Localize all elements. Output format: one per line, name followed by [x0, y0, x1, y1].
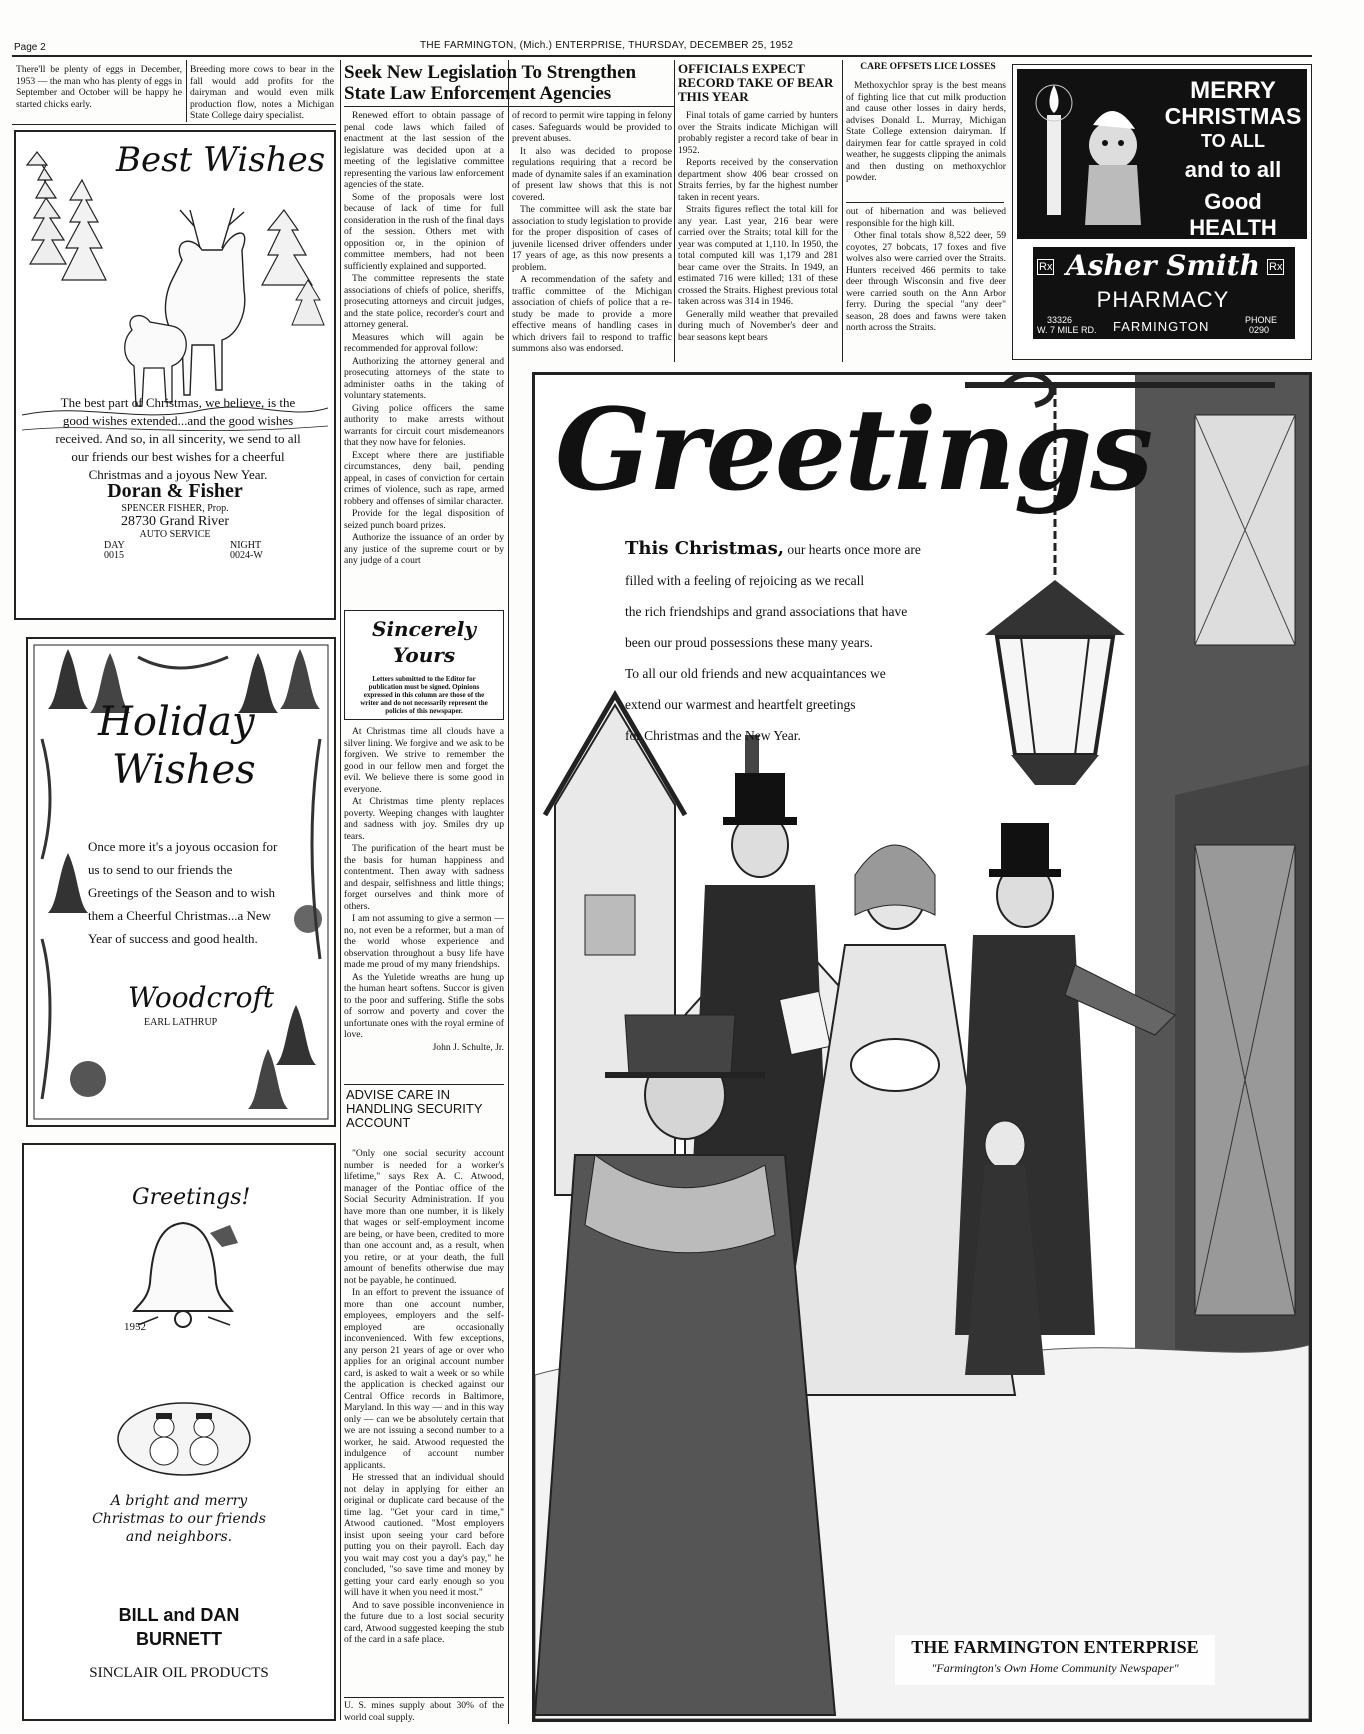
burnett-body-3: and neighbors.	[125, 1529, 233, 1545]
message-line: the rich friendships and grand associations that have	[625, 604, 908, 619]
doran-fisher-ad	[14, 130, 336, 620]
paragraph: Other final totals show 8,522 deer, 59 coyotes, 27 bobcats, 17 foxes and five wolves also were carried over the Straits. Hunters received 466 permits to take deer through Wisconsin and five deer were carried south on the Ann Arbor ferry. During the special "any deer" season, 28 does and fawns were taken north across the Straits.	[846, 230, 1006, 333]
paragraph: As the Yuletide wreaths are hung up the human heart softens. Succor is given to the poor and suffering. Stifle the sobs of sorrow and poverty and cover the unfortunate ones with the royal ermine of love.	[344, 971, 504, 1040]
yours-heading: Yours	[392, 643, 456, 667]
paragraph: Straits figures reflect the total kill for any year. Last year, 216 bear were carried over the Straits; total kill for the year was computed at 1,110. In 1950, the total computed kill was 1,179 and 281 bear came over the Straits. In 1949, an estimated 716 were killed; 131 of these crossed the Straits. Highest previous total taken across was 314 in 1946.	[678, 204, 838, 307]
woodcroft-body: Once more it's a joyous occasion for us to send to our friends the Greetings of the Season and to wish them a Cheerful Christmas...a New Year of success and good health.	[88, 839, 278, 946]
doran-business-name: Doran & Fisher	[107, 480, 243, 502]
lice-body	[846, 80, 1006, 185]
paragraph: The committee represents the state associations of chiefs of police, sheriffs, prosecuting attorneys and circuit judges, and the state police, recorder's court and attorney general.	[344, 273, 504, 330]
woodcroft-owner: EARL LATHRUP	[144, 1017, 218, 1028]
pharmacy-street-number: 33326	[1047, 315, 1073, 325]
paragraph: Measures which will again be recommended for approval follow:	[344, 331, 504, 354]
pharmacy-phone-label: PHONE	[1245, 315, 1278, 325]
message-line: for Christmas and the New Year.	[625, 728, 801, 743]
pharmacy-phone: 0290	[1249, 325, 1270, 335]
cows-filler: Breeding more cows to bear in the fall would add profits for the dairyman and would even milk production flow, notes a Michigan State College dairy specialist.	[190, 64, 334, 121]
letters-note: Letters submitted to the Editor for publication must be signed. Opinions expressed in this column are those of the writer and do not necessarily represent the policies of this newspaper.	[360, 675, 488, 715]
message-line: To all our old friends and new acquaintances we	[625, 666, 886, 681]
paragraph: At Christmas time plenty replaces poverty. Weeping changes with laughter and sadness with joy. Smiles dry up tears.	[344, 796, 504, 842]
paragraph: Authorize the issuance of an order by any justice of the supreme court or by any judge of a court	[344, 532, 504, 566]
paragraph: Renewed effort to obtain passage of penal code laws which failed of enactment at the last session of the legislature was decided upon at a meeting of the legislative committee representing the various law enforcement agencies of the state.	[344, 110, 504, 190]
paragraph: Giving police officers the same authority to make arrests without warrants for circuit court misdemeanors that they now have for felonies.	[344, 402, 504, 448]
paragraph: Some of the proposals were lost because of lack of time for full consideration in the rush of the final days of the session. Others met with opposition or, in the opinion of committee members, had not been sufficiently explained and supported.	[344, 191, 504, 272]
doran-address: 28730 Grand River	[120, 514, 230, 529]
asher-smith-logo: Asher Smith	[1066, 249, 1260, 282]
paragraph: "Only one social security account number is needed for a worker's lifetime," says Rex A. C. Atwood, manager of the Pontiac office of the Social Security Administration. If you have more than one number, it is likely that wages or self-employment income are being, or have been, credited to more than one account and, as a result, when you retire, or at your death, the full amount of benefits otherwise due may not be payable, he continued.	[344, 1148, 504, 1286]
doran-proprietor: SPENCER FISHER, Prop.	[121, 503, 229, 514]
page-number: Page 2	[14, 42, 46, 53]
doran-night-phone: 0024-W	[230, 550, 263, 561]
burnett-body-1: A bright and merry	[110, 1493, 248, 1509]
greeting-message	[625, 533, 1045, 751]
doran-day-label: DAY	[104, 540, 125, 551]
burnett-body-2: Christmas to our friends	[92, 1511, 266, 1527]
paragraph: The committee will ask the state bar association to study legislation to provide for the proper disposition of cases of juvenile licensed driver offenders under 17 years of age, as this now presents a problem.	[512, 204, 672, 273]
burnett-ad	[22, 1143, 336, 1721]
paragraph: Except where there are justifiable circumstances, deny bail, pending appeal, in cases of conviction for certain crimes of violence, such as rape, armed robbery and offenses of similar character.	[344, 449, 504, 507]
paragraph: Final totals of game carried by hunters over the Straits indicate Michigan will probably register a record take of bear in 1952.	[678, 110, 838, 156]
coal-filler: U. S. mines supply about 30% of the world coal supply.	[344, 1700, 504, 1723]
paragraph: I am not assuming to give a sermon — no, not even be a reformer, but a man of the world whose experience and observation throughout a busy life have made me proud of my many friendships.	[344, 913, 504, 970]
doran-day-phone: 0015	[104, 550, 124, 561]
article-rule	[344, 1084, 504, 1085]
masthead-title: THE FARMINGTON, (Mich.) ENTERPRISE, THURSDAY, DECEMBER 25, 1952	[420, 40, 794, 51]
paragraph: Generally mild weather that prevailed during much of November's deer and bear seasons kept bears	[678, 308, 838, 343]
best-wishes-heading: Best Wishes	[116, 140, 326, 180]
paragraph: A recommendation of the safety and traffic committee of the Michigan association of chiefs of police that a re-study be made to provide a more effective means of handling cases in which drivers fail to respond to traffic summons also was endorsed.	[512, 274, 672, 354]
woodcroft-business: Woodcroft	[128, 981, 275, 1014]
rx-left-icon: Rx	[1039, 261, 1053, 273]
column-divider	[186, 60, 187, 122]
woodcroft-ad	[26, 637, 336, 1127]
paragraph: Methoxychlor spray is the best means of fighting lice that cut milk production and cause other losses in dairy herds, advises Donald L. Murray, Michigan State College extension dairyman. If dairymen fear for cattle sprayed in cold weather, he suggests clipping the animals and then dusting on methoxychlor powder.	[846, 80, 1006, 183]
legislation-col1	[344, 110, 504, 568]
sincerely-body	[344, 726, 504, 1054]
pharmacy-label: PHARMACY	[1096, 287, 1230, 312]
good-health-text: Good HEALTH	[1189, 189, 1277, 240]
bear-continued	[846, 206, 1006, 335]
to-all-text: TO ALL	[1201, 131, 1265, 151]
message-line: filled with a feeling of rejoicing as we recall	[625, 573, 865, 588]
burnett-business-2: BURNETT	[136, 1629, 222, 1649]
enterprise-business-name: THE FARMINGTON ENTERPRISE	[911, 1637, 1199, 1657]
pharmacy-town: FARMINGTON	[1113, 319, 1210, 334]
paragraph: Provide for the legal disposition of seized punch board prizes.	[344, 508, 504, 531]
paragraph: of record to permit wire tapping in felony cases. Safeguards would be provided to prevent abuses.	[512, 110, 672, 144]
this-christmas-lead: This Christmas,	[625, 538, 785, 559]
message-line-text: our hearts once more are	[787, 542, 921, 557]
paragraph: At Christmas time all clouds have a silver lining. We forgive and we ask to be forgiven. We strive to remember the good in our fellow men and forget the evil. We believe there is some good in everyone.	[344, 726, 504, 795]
masthead-rule	[12, 55, 1312, 57]
doran-service: AUTO SERVICE	[139, 529, 211, 540]
paragraph: It also was decided to propose regulations requiring that a record be made of dynamite sales if an examination of present law shows that this is not covered.	[512, 145, 672, 203]
merry-text: MERRY	[1190, 77, 1276, 104]
burnett-greetings-heading: Greetings!	[132, 1185, 251, 1210]
snowmen-illustration	[114, 1399, 254, 1479]
burnett-business-1: BILL and DAN	[118, 1605, 240, 1625]
legislation-headline: Seek New Legislation To Strengthen State Law Enforcement Agencies	[344, 62, 637, 104]
enterprise-slogan: "Farmington's Own Home Community Newspaper"	[931, 1661, 1179, 1675]
greetings-heading: Greetings	[555, 385, 1152, 516]
holiday-heading: Holiday	[98, 699, 255, 745]
doran-body: The best part of Christmas, we believe, is the good wishes extended...and the good wishes received. And so, in all sincerity, we send to all our friends our best wishes for a cheerful Christmas and a joyous New Year.	[55, 395, 301, 482]
sincerely-yours-box	[344, 610, 504, 720]
paragraph: The purification of the heart must be the basis for human happiness and contentment. Then away with sadness and despair, selfishness and little things; forget ourselves and think more of others.	[344, 843, 504, 912]
rx-right-icon: Rx	[1269, 261, 1283, 273]
burnett-products: SINCLAIR OIL PRODUCTS	[89, 1665, 269, 1681]
signature: John J. Schulte, Jr.	[432, 1041, 504, 1053]
column-divider	[674, 60, 675, 362]
paragraph: And to save possible inconvenience in the future due to a lost social security card, Atwood suggested keeping the stub of the card in a safe place.	[344, 1599, 504, 1645]
paragraph: He stressed that an individual should not delay in applying for either an original or duplicate card because of the time lag. "Get your card in time," Atwood cautioned. "Most employers insist upon seeing your card before putting you on their payroll. Each day you wait may cost you a day's pay," he concluded, "so save time and money by getting your card early enough so you will have it when you need it most."	[344, 1472, 504, 1598]
pharmacy-street: W. 7 MILE RD.	[1037, 325, 1097, 335]
column-divider	[508, 60, 509, 1724]
bell-illustration	[118, 1213, 248, 1333]
sincerely-heading: Sincerely	[372, 617, 476, 641]
burnett-year: 1952	[124, 1321, 146, 1333]
filler-rule	[12, 124, 336, 125]
article-rule	[846, 202, 1004, 203]
message-line: been our proud possessions these many years.	[625, 635, 873, 650]
eggs-filler: There'll be plenty of eggs in December, 1953 — the man who has plenty of eggs in September and October will be happy he started chicks early.	[16, 64, 182, 110]
message-line: extend our warmest and heartfelt greetings	[625, 697, 856, 712]
column-divider	[340, 60, 341, 1720]
paragraph: Reports received by the conservation department show 406 bear crossed on Straits ferries, by far the highest number taken in recent years.	[678, 157, 838, 203]
christmas-text: CHRISTMAS	[1164, 103, 1302, 129]
bear-headline: OFFICIALS EXPECT RECORD TAKE OF BEAR THIS YEAR	[678, 61, 834, 104]
and-to-all-text: and to all	[1184, 157, 1282, 182]
headline-rule	[344, 106, 674, 107]
message-line	[625, 533, 1045, 565]
wishes-heading: Wishes	[112, 747, 256, 793]
security-body	[344, 1148, 504, 1647]
article-rule	[344, 1697, 504, 1698]
column-divider	[842, 60, 843, 362]
pharmacy-ad	[1012, 64, 1312, 360]
security-headline: ADVISE CARE IN HANDLING SECURITY ACCOUNT	[346, 1087, 483, 1130]
enterprise-greetings-ad	[532, 372, 1312, 1722]
bear-body	[678, 110, 838, 344]
lice-headline: CARE OFFSETS LICE LOSSES	[860, 62, 996, 72]
paragraph: In an effort to prevent the issuance of more than one account number, employees, employers and the self-employed are occasionally inconvenienced. With few exceptions, any person 21 years of age or over who applies for an original account number card, is asked to wait a week or so while the application is checked against our Central Office records in Baltimore, Maryland. In this way — and in this way only — can we be absolutely certain that we are not issuing a second number to a worker, he said. Atwood requested the indulgence of account number applicants.	[344, 1287, 504, 1471]
doran-night-label: NIGHT	[230, 540, 262, 551]
paragraph: out of hibernation and was believed responsible for the high kill.	[846, 206, 1006, 229]
legislation-col2	[512, 110, 672, 356]
paragraph: Authorizing the attorney general and prosecuting attorneys of the state to administer oaths in the taking of voluntary statements.	[344, 355, 504, 401]
santa-candle-illustration	[1023, 75, 1153, 235]
